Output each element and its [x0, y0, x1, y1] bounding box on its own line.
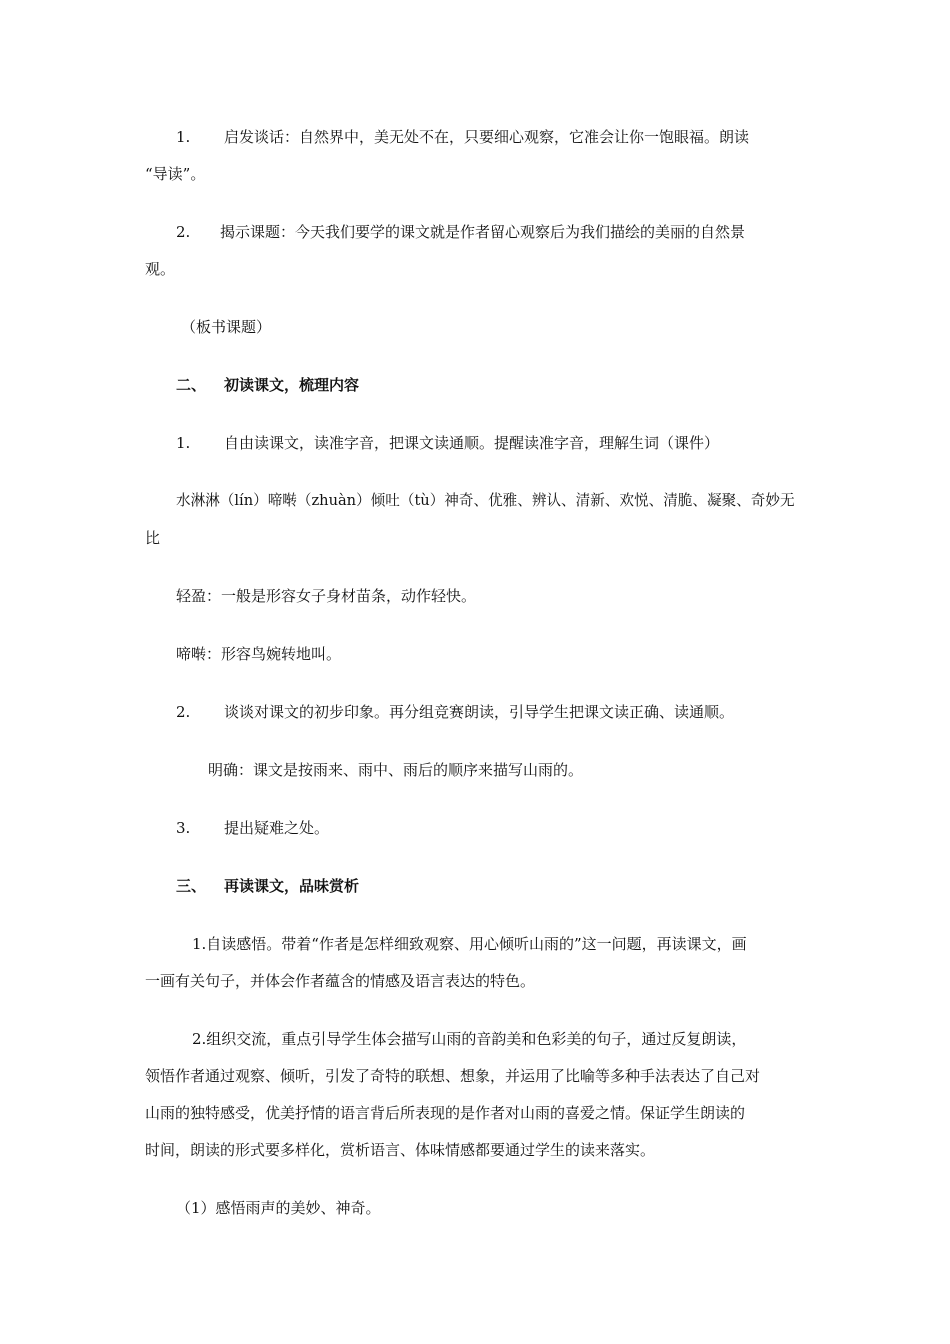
item-number: 3. [176, 819, 191, 837]
section-heading-3 [176, 876, 359, 896]
definition-qingying: 轻盈：一般是形容女子身材苗条，动作轻快。 [176, 587, 477, 605]
paragraph-text: 揭示课题：今天我们要学的课文就是作者留心观察后为我们描绘的美丽的自然景 [220, 223, 746, 241]
paragraph-11: 1.自读感悟。带着“作者是怎样细致观察、用心倾听山雨的”这一问题，再读课文，画 [192, 935, 747, 953]
paragraph-12-line-2: 领悟作者通过观察、倾听，引发了奇特的联想、想象，并运用了比喻等多种手法表达了自己对 [145, 1067, 761, 1085]
item-number: 1. [176, 434, 191, 452]
section-heading-text: 初读课文，梳理内容 [224, 376, 360, 394]
section-number: 二、 [176, 376, 207, 394]
paragraph-1 [176, 127, 749, 147]
section-heading-text: 再读课文，品味赏析 [224, 877, 360, 895]
subsection-1: （1）感悟雨声的美妙、神奇。 [176, 1199, 381, 1217]
paragraph-2 [176, 222, 745, 242]
paragraph-12-line-4: 时间，朗读的形式要多样化，赏析语言、体味情感都要通过学生的读来落实。 [145, 1141, 656, 1159]
paragraph-11-continuation: 一画有关句子，并体会作者蕴含的情感及语言表达的特色。 [145, 972, 536, 990]
paragraph-1-continuation: “导读”。 [145, 165, 206, 183]
paragraph-12-line-1: 2.组织交流，重点引导学生体会描写山雨的音韵美和色彩美的句子，通过反复朗读， [192, 1030, 747, 1048]
paragraph-2-continuation: 观。 [145, 260, 176, 278]
item-number: 2. [176, 703, 191, 721]
paragraph-12-line-3: 山雨的独特感受，优美抒情的语言背后所表现的是作者对山雨的喜爱之情。保证学生朗读的 [145, 1104, 746, 1122]
paragraph-4 [176, 433, 719, 453]
paragraph-text: 启发谈话：自然界中，美无处不在，只要细心观察，它准会让你一饱眼福。朗读 [224, 128, 750, 146]
item-number: 2. [176, 223, 191, 241]
section-number: 三、 [176, 877, 207, 895]
paragraph-text: 谈谈对课文的初步印象。再分组竞赛朗读，引导学生把课文读正确、读通顺。 [224, 703, 735, 721]
paragraph-text: 提出疑难之处。 [224, 819, 330, 837]
vocabulary-list: 水淋淋（lín）啼啭（zhuàn）倾吐（tù）神奇、优雅、辨认、清新、欢悦、清脆、凝聚、奇妙无 [176, 492, 795, 509]
paragraph-8 [176, 702, 734, 722]
section-heading-2 [176, 375, 359, 395]
item-number: 1. [176, 128, 191, 146]
definition-tizhuan: 啼啭：形容鸟婉转地叫。 [176, 645, 342, 663]
paragraph-text: 自由读课文，读准字音，把课文读通顺。提醒读准字音，理解生词（课件） [224, 434, 720, 452]
paragraph-10 [176, 818, 329, 838]
paragraph-3: （板书课题） [181, 318, 272, 336]
vocabulary-list-continuation: 比 [145, 529, 161, 547]
clarification: 明确：课文是按雨来、雨中、雨后的顺序来描写山雨的。 [208, 761, 584, 779]
